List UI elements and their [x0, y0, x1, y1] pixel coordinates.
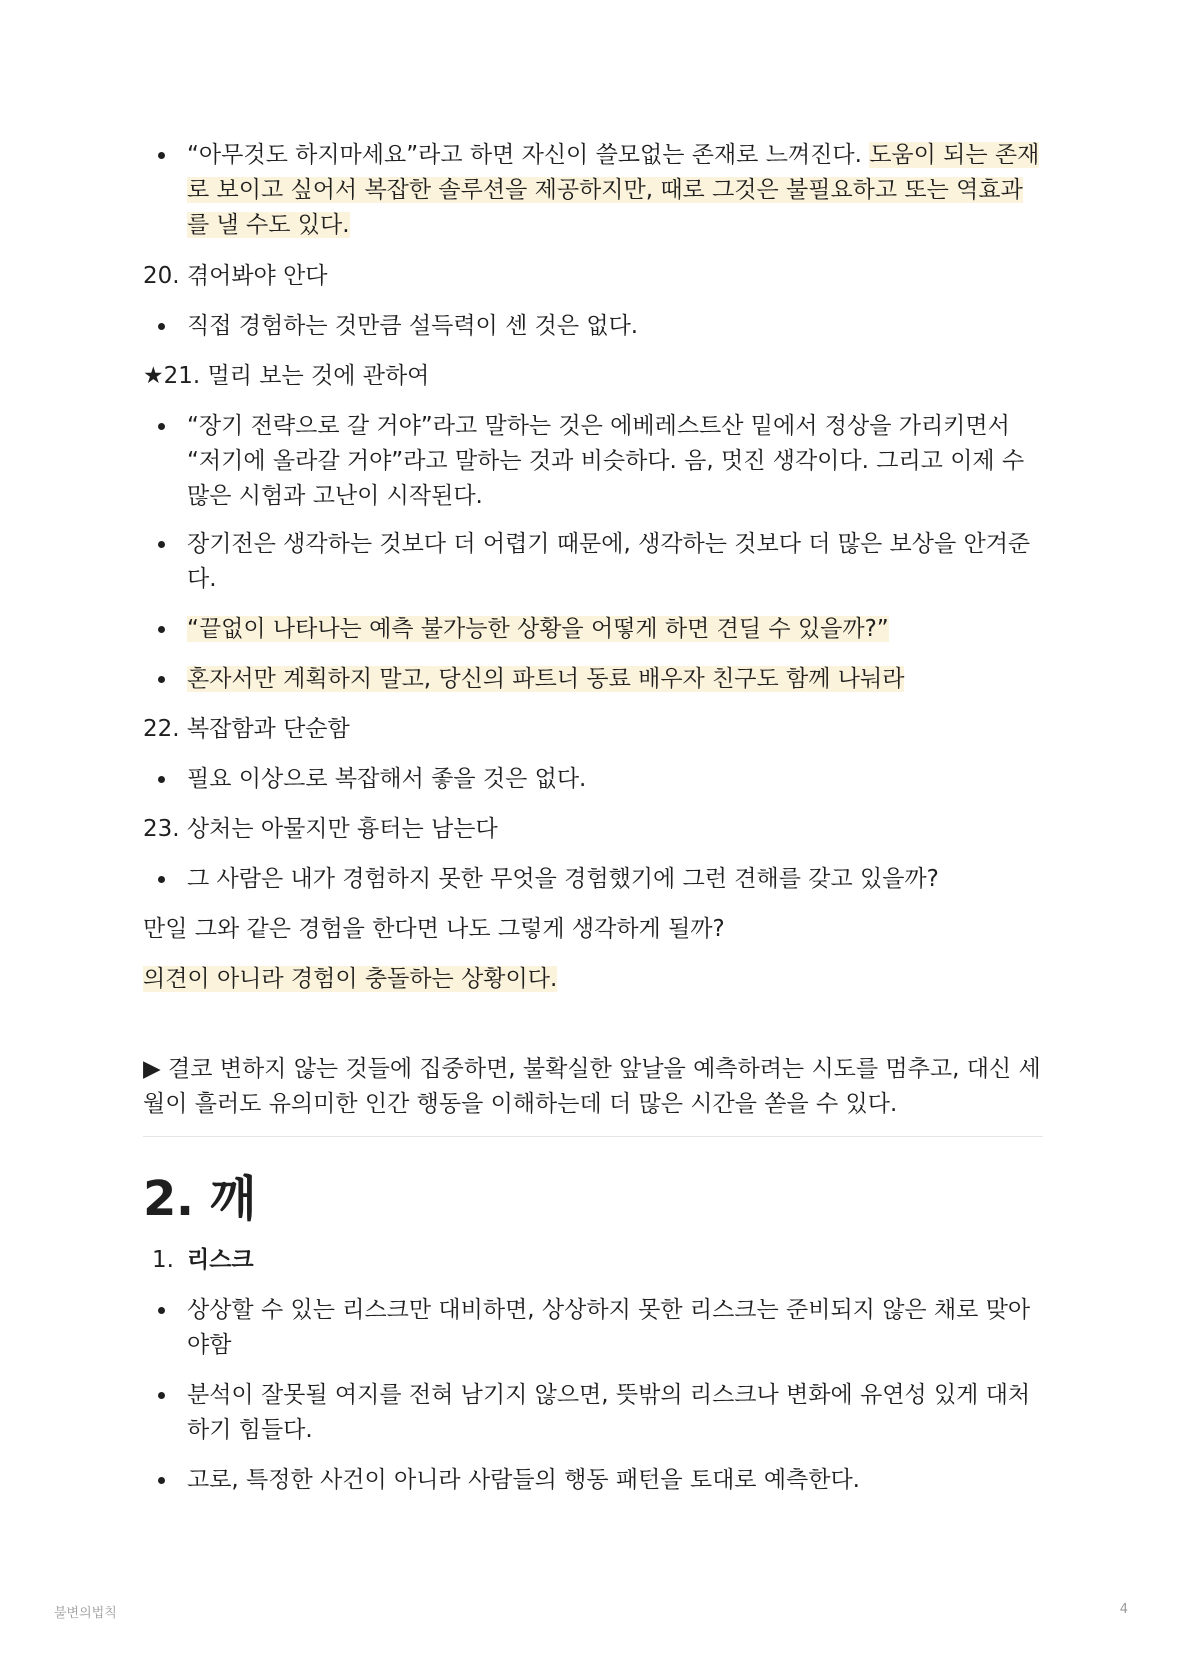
highlighted-text: 도움이 되는 존재로 보이고 싶어서 복잡한 솔루션을 제공하지만, 때로 그것은 불필요하고 또는 역효과를 낼 수도 있다.	[187, 142, 1040, 238]
numbered-item-number: 1.	[152, 1247, 174, 1273]
list-item: 직접 경험하는 것만큼 설득력이 센 것은 없다.	[143, 309, 1043, 344]
numbered-item-label: 리스크	[187, 1247, 254, 1273]
list-item	[143, 612, 1043, 647]
paragraph-highlighted	[143, 962, 1043, 997]
summary-paragraph: ▶ 결코 변하지 않는 것들에 집중하면, 불확실한 앞날을 예측하려는 시도를 멈추고, 대신 세월이 흘러도 유의미한 인간 행동을 이해하는데 더 많은 시간을 쏟을 수 있다.	[143, 1056, 1041, 1117]
highlighted-text: 혼자서만 계획하지 말고, 당신의 파트너 동료 배우자 친구도 함께 나눠라	[187, 666, 905, 692]
numbered-item	[143, 1243, 1043, 1278]
list-item: 고로, 특정한 사건이 아니라 사람들의 행동 패턴을 토대로 예측한다.	[143, 1463, 1043, 1498]
list-item: “장기 전략으로 갈 거야”라고 말하는 것은 에베레스트산 밑에서 정상을 가리키면서 “저기에 올라갈 거야”라고 말하는 것과 비슷하다. 음, 멋진 생각이다. 그리고 이제 수많은 시험과 고난이 시작된다.	[143, 409, 1043, 514]
highlighted-text: 의견이 아니라 경험이 충돌하는 상황이다.	[143, 966, 558, 992]
highlighted-text: “끝없이 나타나는 예측 불가능한 상황을 어떻게 하면 견딜 수 있을까?”	[187, 616, 889, 642]
subheading-21: ★21. 멀리 보는 것에 관하여	[143, 363, 430, 389]
divider	[143, 1136, 1043, 1137]
list-item: 장기전은 생각하는 것보다 더 어렵기 때문에, 생각하는 것보다 더 많은 보상을 안겨준다.	[143, 527, 1043, 597]
list-item	[143, 138, 1043, 243]
footer-document-title: 불변의법칙	[54, 1606, 117, 1621]
paragraph: 만일 그와 같은 경험을 한다면 나도 그렇게 생각하게 될까?	[143, 916, 725, 942]
section-heading: 2. 깨	[143, 1171, 256, 1227]
list-item: 분석이 잘못될 여지를 전혀 남기지 않으면, 뜻밖의 리스크나 변화에 유연성 있게 대처하기 힘들다.	[143, 1378, 1043, 1448]
list-item: 필요 이상으로 복잡해서 좋을 것은 없다.	[143, 762, 1043, 797]
document-body	[143, 138, 1043, 1513]
subheading-22: 22. 복잡함과 단순함	[143, 716, 350, 742]
list-item	[143, 662, 1043, 697]
list-item: 상상할 수 있는 리스크만 대비하면, 상상하지 못한 리스크는 준비되지 않은 채로 맞아야함	[143, 1293, 1043, 1363]
subheading-20: 20. 겪어봐야 안다	[143, 263, 328, 289]
footer-page-number: 4	[1119, 1602, 1128, 1617]
spacer	[143, 1012, 1043, 1052]
list-item: 그 사람은 내가 경험하지 못한 무엇을 경험했기에 그런 견해를 갖고 있을까?	[143, 862, 1043, 897]
list-item-text: “아무것도 하지마세요”라고 하면 자신이 쓸모없는 존재로 느껴진다.	[187, 142, 870, 168]
subheading-23: 23. 상처는 아물지만 흉터는 남는다	[143, 816, 498, 842]
